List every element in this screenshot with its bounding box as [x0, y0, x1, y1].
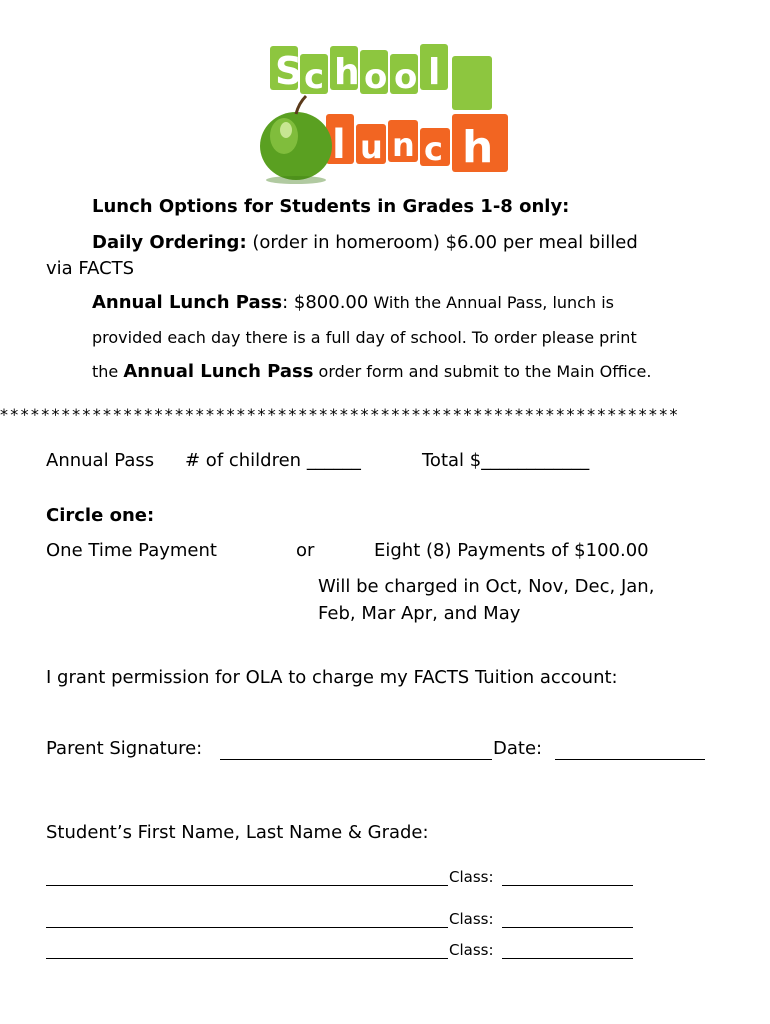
student-name-field-2[interactable]	[46, 927, 448, 928]
daily-ordering-text-2: via FACTS	[46, 258, 135, 279]
permission-statement: I grant permission for OLA to charge my FACTS Tuition account:	[46, 667, 618, 688]
circle-one-label: Circle one:	[46, 505, 155, 526]
svg-text:u: u	[360, 128, 383, 166]
class-label-1: Class:	[449, 868, 494, 886]
daily-ordering-line	[92, 232, 638, 253]
total-field[interactable]: Total $____________	[422, 450, 590, 471]
svg-text:h: h	[462, 122, 494, 173]
svg-text:o: o	[394, 57, 418, 97]
charged-months-line-2: Feb, Mar Apr, and May	[318, 603, 521, 624]
children-count-field[interactable]: # of children ______	[185, 450, 361, 471]
svg-text:c: c	[424, 130, 443, 168]
date-label: Date:	[493, 738, 543, 759]
svg-text:o: o	[364, 57, 388, 97]
class-field-3[interactable]	[502, 958, 633, 959]
annual-text-3-pre: the	[92, 362, 124, 381]
annual-text-3-post: order form and submit to the Main Office.	[313, 362, 652, 381]
student-name-field-1[interactable]	[46, 885, 448, 886]
annual-pass-label: Annual Pass	[46, 450, 155, 471]
eight-payments-option[interactable]: Eight (8) Payments of $100.00	[374, 540, 649, 561]
date-field[interactable]	[555, 759, 705, 760]
svg-text:n: n	[392, 126, 415, 164]
annual-text-3	[92, 361, 651, 382]
asterisk-separator: ******************************************************************	[0, 405, 680, 424]
student-name-field-3[interactable]	[46, 958, 448, 959]
apple-icon	[260, 96, 332, 184]
svg-text:l: l	[428, 52, 441, 93]
annual-text-3-bold: Annual Lunch Pass	[123, 361, 314, 382]
svg-text:S: S	[275, 49, 303, 93]
lunch-options-heading: Lunch Options for Students in Grades 1-8 only:	[92, 196, 570, 217]
logo-lunch-word	[326, 114, 508, 173]
annual-price: : $800.00	[282, 292, 369, 313]
class-field-2[interactable]	[502, 927, 633, 928]
class-field-1[interactable]	[502, 885, 633, 886]
school-lunch-logo	[256, 40, 516, 188]
svg-text:l: l	[332, 122, 346, 168]
daily-ordering-label: Daily Ordering:	[92, 232, 247, 253]
class-label-3: Class:	[449, 941, 494, 959]
or-label: or	[296, 540, 315, 561]
annual-text: With the Annual Pass, lunch is	[368, 293, 614, 312]
annual-pass-line	[92, 292, 614, 313]
charged-months-line-1: Will be charged in Oct, Nov, Dec, Jan,	[318, 576, 655, 597]
svg-text:c: c	[304, 57, 325, 97]
one-time-payment-option[interactable]: One Time Payment	[46, 540, 217, 561]
class-label-2: Class:	[449, 910, 494, 928]
parent-signature-label: Parent Signature:	[46, 738, 203, 759]
annual-lunch-pass-label: Annual Lunch Pass	[92, 292, 283, 313]
parent-signature-field[interactable]	[220, 759, 492, 760]
annual-text-2: provided each day there is a full day of school. To order please print	[92, 328, 637, 347]
student-names-label: Student’s First Name, Last Name & Grade:	[46, 822, 429, 843]
daily-ordering-text: (order in homeroom) $6.00 per meal billed	[246, 232, 638, 253]
svg-text:h: h	[334, 52, 360, 93]
